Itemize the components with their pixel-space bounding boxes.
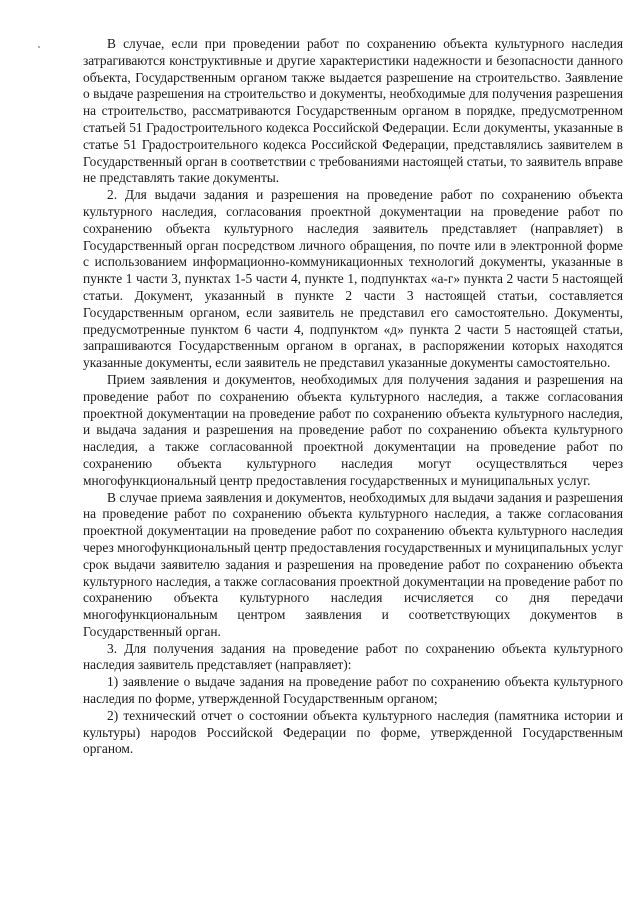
paragraph-mfc-deadline: В случае приема заявления и документов, необходимых для выдачи задания и разрешения на проведение работ по сохранению объекта культурного наследия, а также согласования проектной документации на проведение работ по сохранению объекта культурного наследия через многофункциональный центр предоставления государственных и муниципальных услуг срок выдачи заявителю задания и разрешения на проведение работ по сохранению объекта культурного наследия, а также согласования проектной документации на проведение работ по сохранению объекта культурного наследия исчисляется со дня передачи многофункциональным центром заявления и соответствующих документов в Государственный орган. bbox=[83, 489, 623, 639]
scan-speck bbox=[38, 46, 40, 48]
document-body bbox=[83, 36, 623, 758]
paragraph-item-2-documents: 2. Для выдачи задания и разрешения на проведение работ по сохранению объекта культурного наследия, согласования проектной документации на проведение работ по сохранению объекта культурного наследия заявитель представляет (направляет) в Государственный орган посредством личного обращения, по почте или в электронной форме с использованием информационно-коммуникационных технологий документы, указанные в пункте 1 части 3, пунктах 1-5 части 4, пункте 1, подпунктах «а-г» пункта 2 части 5 настоящей статьи. Документ, указанный в пункте 2 части 3 настоящей статьи, составляется Государственным органом, если заявитель не представил его самостоятельно. Документы, предусмотренные пунктом 6 части 4, подпунктом «д» пункта 2 части 5 настоящей статьи, запрашиваются Государственным органом в органах, в распоряжении которых находятся указанные документы, если заявитель не представил указанные документы самостоятельно. bbox=[83, 187, 623, 371]
paragraph-construction-permit: В случае, если при проведении работ по сохранению объекта культурного наследия затрагиваются конструктивные и другие характеристики надежности и безопасности данного объекта, Государственным органом также выдается разрешение на строительство. Заявление о выдаче разрешения на строительство и документы, необходимые для получения разрешения на строительство, рассматриваются Государственным органом в порядке, предусмотренном статьей 51 Градостроительного кодекса Российской Федерации. Если документы, указанные в статье 51 Градостроительного кодекса Российской Федерации, представлялись заявителем в Государственный орган в соответствии с требованиями настоящей статьи, то заявитель вправе не представлять такие документы. bbox=[83, 36, 623, 186]
paragraph-subitem-1-application: 1) заявление о выдаче задания на проведение работ по сохранению объекта культурного наследия по форме, утвержденной Государственным органом; bbox=[83, 674, 623, 707]
paragraph-subitem-2-technical-report: 2) технический отчет о состоянии объекта культурного наследия (памятника истории и культуры) народов Российской Федерации по форме, утвержденной Государственным органом. bbox=[83, 707, 623, 757]
paragraph-mfc-reception: Прием заявления и документов, необходимых для получения задания и разрешения на проведение работ по сохранению объекта культурного наследия, а также согласования проектной документации на проведение работ по сохранению объекта культурного наследия, и выдача задания и разрешения на проведение работ по сохранению объекта культурного наследия, а также согласованной проектной документации на проведение работ по сохранению объекта культурного наследия могут осуществляться через многофункциональный центр предоставления государственных и муниципальных услуг. bbox=[83, 371, 623, 488]
paragraph-item-3-intro: 3. Для получения задания на проведение работ по сохранению объекта культурного наследия заявитель представляет (направляет): bbox=[83, 640, 623, 673]
